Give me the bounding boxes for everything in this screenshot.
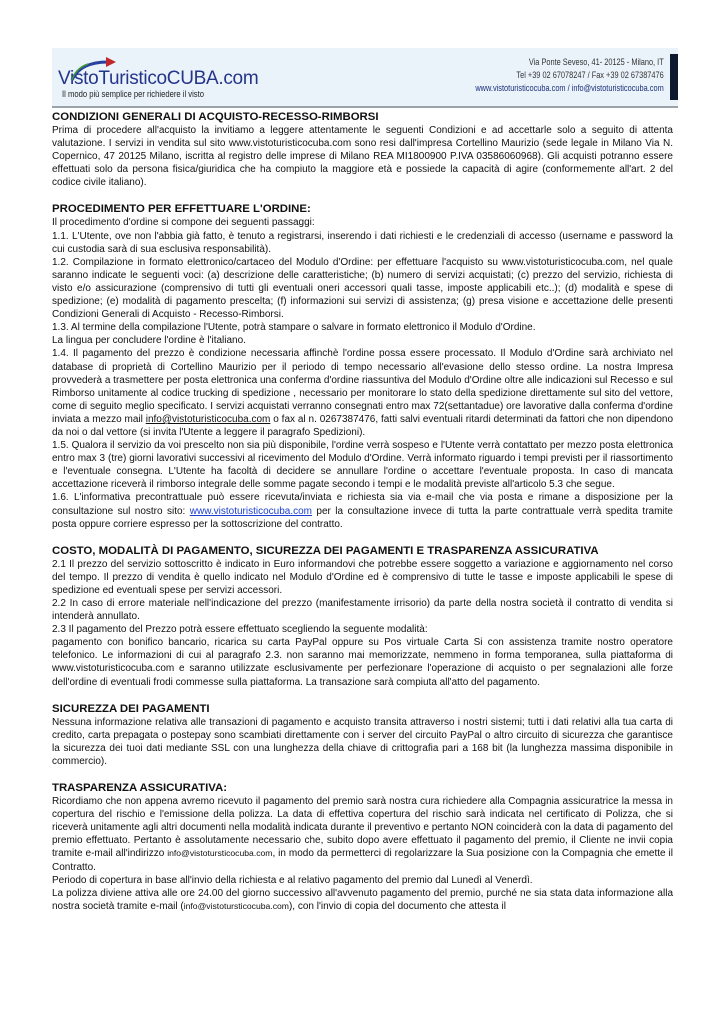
section-title: TRASPARENZA ASSICURATIVA: [52,782,228,795]
address: Via Ponte Seveso, 41- 20125 - Milano, IT [529,57,664,67]
document-body [52,110,673,913]
paragraph: 2.2 In caso di errore materiale nell'indicazione del prezzo (manifestamente irrisorio) da parte della nostra società il contratto di vendita si intenderà annullato. [52,598,673,623]
phone: Tel +39 02 67078247 / Fax +39 02 67387476 [516,70,664,80]
text: o fax al n. 0267387476, fatti salvi eventuali ritardi determinati da fattori che non dipendono da noi o dal vettore (si invita l'Utente a leggere il paragrafo Spedizioni). [52,413,674,438]
paragraph: 2.1 Il prezzo del servizio sottoscritto è indicato in Euro informandovi che potrebbe essere soggetto a variazione e aggiornamento nel corso del tempo. Il prezzo di vendita è quello indicato nel Modulo d'Ordine ed è comprensivo di tutte le tasse e imposte applicabili le spese di spedizione ed eventuali spese per servizi accessori. [52,558,673,596]
paragraph: 2.3 Il pagamento del Prezzo potrà essere effettuato scegliendo la seguente modalità: [52,624,428,636]
text: 1.6. L'informativa precontrattuale può essere ricevuta/inviata e richiesta sia via e-mail che via posta e rimane a disposizione per la consultazione sul nostro sito: [52,492,673,517]
section-title: CONDIZIONI GENERALI DI ACQUISTO-RECESSO-RIMBORSI [52,111,379,123]
section-title: SICUREZZA DEI PAGAMENTI [52,702,210,715]
email-text: info@vistotursticocuba.com [183,900,289,911]
paragraph: La lingua per concludere l'ordine è l'italiano. [52,335,246,347]
tagline: Il modo più semplice per richiedere il visto [62,89,205,99]
paragraph: pagamento con bonifico bancario, ricarica su carta PayPal oppure su Pos virtuale Carta Si con assistenza tramite nostro operatore telefonico. Le informazioni di cui al paragrafo 2.3. non saranno mai memorizzate, nemmeno in forma temporanea, sulla piattaforma di www.vistoturisticocuba.com e saranno utilizzate esclusivamente per perfezionare l'operazione di acquisto o per segnalazioni alle forze dell'ordine di eventuali frodi commesse sulla piattaforma. La transazione sarà compiuta all'atto del pagamento. [52,637,673,688]
email-link[interactable]: info@vistoturisticocuba.com [145,413,271,425]
text: Ricordiamo che non appena avremo ricevuto il pagamento del premio sarà nostra cura richiedere alla Compagnia assicuratrice la messa in copertura del rischio e l'emissione della polizza. La data di effettiva copertura del rischio sarà indicata nel certificato di Polizza, che si riceverà unitamente agli altri documenti nella modalità indicata durante il preventivo e pertanto NON coinciderà con la data di pagamento del premio effettuato. Pertanto è assolutamente necessario che, subito dopo avere effettuato il pagamento del premio, il Cliente ne invii copia tramite e-mail all'indirizzo [52,796,673,860]
section-title: PROCEDIMENTO PER EFFETTUARE L'ORDINE: [52,203,311,216]
section-title: COSTO, MODALITÀ DI PAGAMENTO, SICUREZZA DEI PAGAMENTI E TRASPARENZA ASSICURATIVA [52,544,599,557]
text: ), con l'invio di copia del documento che attesta il [288,900,506,912]
contact-info [476,56,664,95]
text: 1.4. Il pagamento del prezzo è condizione necessaria affinchè l'ordine possa essere processato. Il Modulo d'Ordine sarà archiviato nel database di proprietà di Cortellino Maurizio per il periodo di tempo necessario all'evasione dello stesso ordine. La nostra Impresa provvederà a trasmettere per posta elettronica una conferma d'ordine riassuntiva del Modulo d'Ordine oltre alle indicazioni sul Recesso e sul Rimborso unitamente al codice trucking di spedizione , necessario per monitorare lo stato della spedizione direttamente sul sito del vettore, come di seguito meglio specificato. I servizi acquistati verranno consegnati entro max 72(settantadue) ore lavorative dalla conferma d'ordine inviata a mezzo mail [52,348,673,425]
paragraph: 1.2. Compilazione in formato elettronico/cartaceo del Modulo d'Ordine: per effettuare l'acquisto su www.vistoturisticocuba.com, nel quale saranno indicate le seguenti voci: (a) descrizione delle caratteristiche; (b) numero di servizi acquistati; (c) prezzo del servizio, richiesta di visto e/o assicurazione (comprensivo di tutti gli eventuali oneri accessori quali tasse, imposte applicabili etc..); (d) modalità e spese di spedizione; (e) modalità di pagamento prescelta; (f) informazioni sui servizi di assistenza; (g) presa visione e accettazione delle presenti Condizioni Generali di Acquisto - Recesso-Rimborsi. [52,256,673,321]
paragraph [52,347,673,439]
paragraph: Prima di procedere all'acquisto la invitiamo a leggere attentamente le seguenti Condizioni e ad accettarle solo a seguito di attenta valutazione. I servizi in vendita sul sito www.vistoturisticocuba.com sono resi dall'impresa Cortellino Maurizio (sede legale in Milano Via N. Copernico, 47 20125 Milano, iscritta al registro delle imprese di Milano REA MI1800900 P.IVA 03586060968). Gli acquisti potranno essere effettuati solo da persona fisica/giuridica che ha compiuto la maggiore età e possiede la capacità di agire (conformemente all'art. 2 del codice civile italiano). [52,125,673,189]
logo-text: VistoTuristicoCUBA.com [58,68,259,89]
paragraph: Periodo di copertura in base all'invio della richiesta e al relativo pagamento del premio dal Lunedì al Venerdì. [52,874,533,886]
text: per la consultazione invece di tutta la parte contrattuale verrà spedita tramite posta oppure corriere espresso per la sottoscrizione del contratto. [52,505,673,530]
banner-accent-bar [670,54,678,100]
letterhead-banner [52,48,678,108]
text: La polizza diviene attiva alle ore 24.00 del giorno successivo all'avvenuto pagamento del premio, purché ne sia stata data informazione alla nostra società tramite e-mail ( [52,887,673,912]
website-link[interactable]: www.vistoturisticocuba.com [189,505,313,517]
paragraph: 1.5. Qualora il servizio da voi prescelto non sia più disponibile, l'ordine verrà sospeso e l'Utente verrà contattato per mezzo posta elettronica entro max 3 (tre) giorni lavorativi successivi al ricevimento del Modulo d'Ordine. Verrà informato riguardo i tempi previsti per il riassortimento e l'eventuale consegna. L'Utente ha facoltà di decidere se annullare l'ordine o accettare l'eventuale proposta. In caso di mancata accettazione riceverà il rimborso integrale delle somme pagate secondo i tempi e le modalità previste all'articolo 5.3 che segue. [52,440,673,491]
paragraph: 1.1. L'Utente, ove non l'abbia già fatto, è tenuto a registrarsi, inserendo i dati richiesti e le credenziali di accesso (username e password la cui custodia sarà di sua esclusiva responsabilità). [52,230,673,255]
paragraph: Il procedimento d'ordine si compone dei seguenti passaggi: [52,217,315,229]
paragraph: 1.3. Al termine della compilazione l'Utente, potrà stampare o salvare in formato elettronico il Modulo d'Ordine. [52,322,536,334]
paragraph [52,795,673,874]
logo-arrow-icon [68,56,128,82]
paragraph [52,887,673,913]
paragraph [52,491,673,530]
web-contacts[interactable]: www.vistoturisticocuba.com / info@vistoturisticocuba.com [475,83,664,93]
text: , in modo da permetterci di regolarizzare la Sua posizione con la Compagnia che emette il Contratto. [52,848,673,873]
company-logo [58,58,258,90]
email-text: info@vistotursticocuba.com [167,848,273,859]
paragraph: Nessuna informazione relativa alle transazioni di pagamento e acquisto transita attraverso i nostri sistemi; tutti i dati relativi alla tua carta di credito, carta prepagata o postepay sono scambiati direttamente con i server del circuito PayPal o altro circuito di sicurezza che garantisce la sicurezza dei tuoi dati mediante SSL con una lunghezza della chiave di crittografia pari a 168 bit (la lunghezza massima disponibile in commercio). [52,716,673,767]
